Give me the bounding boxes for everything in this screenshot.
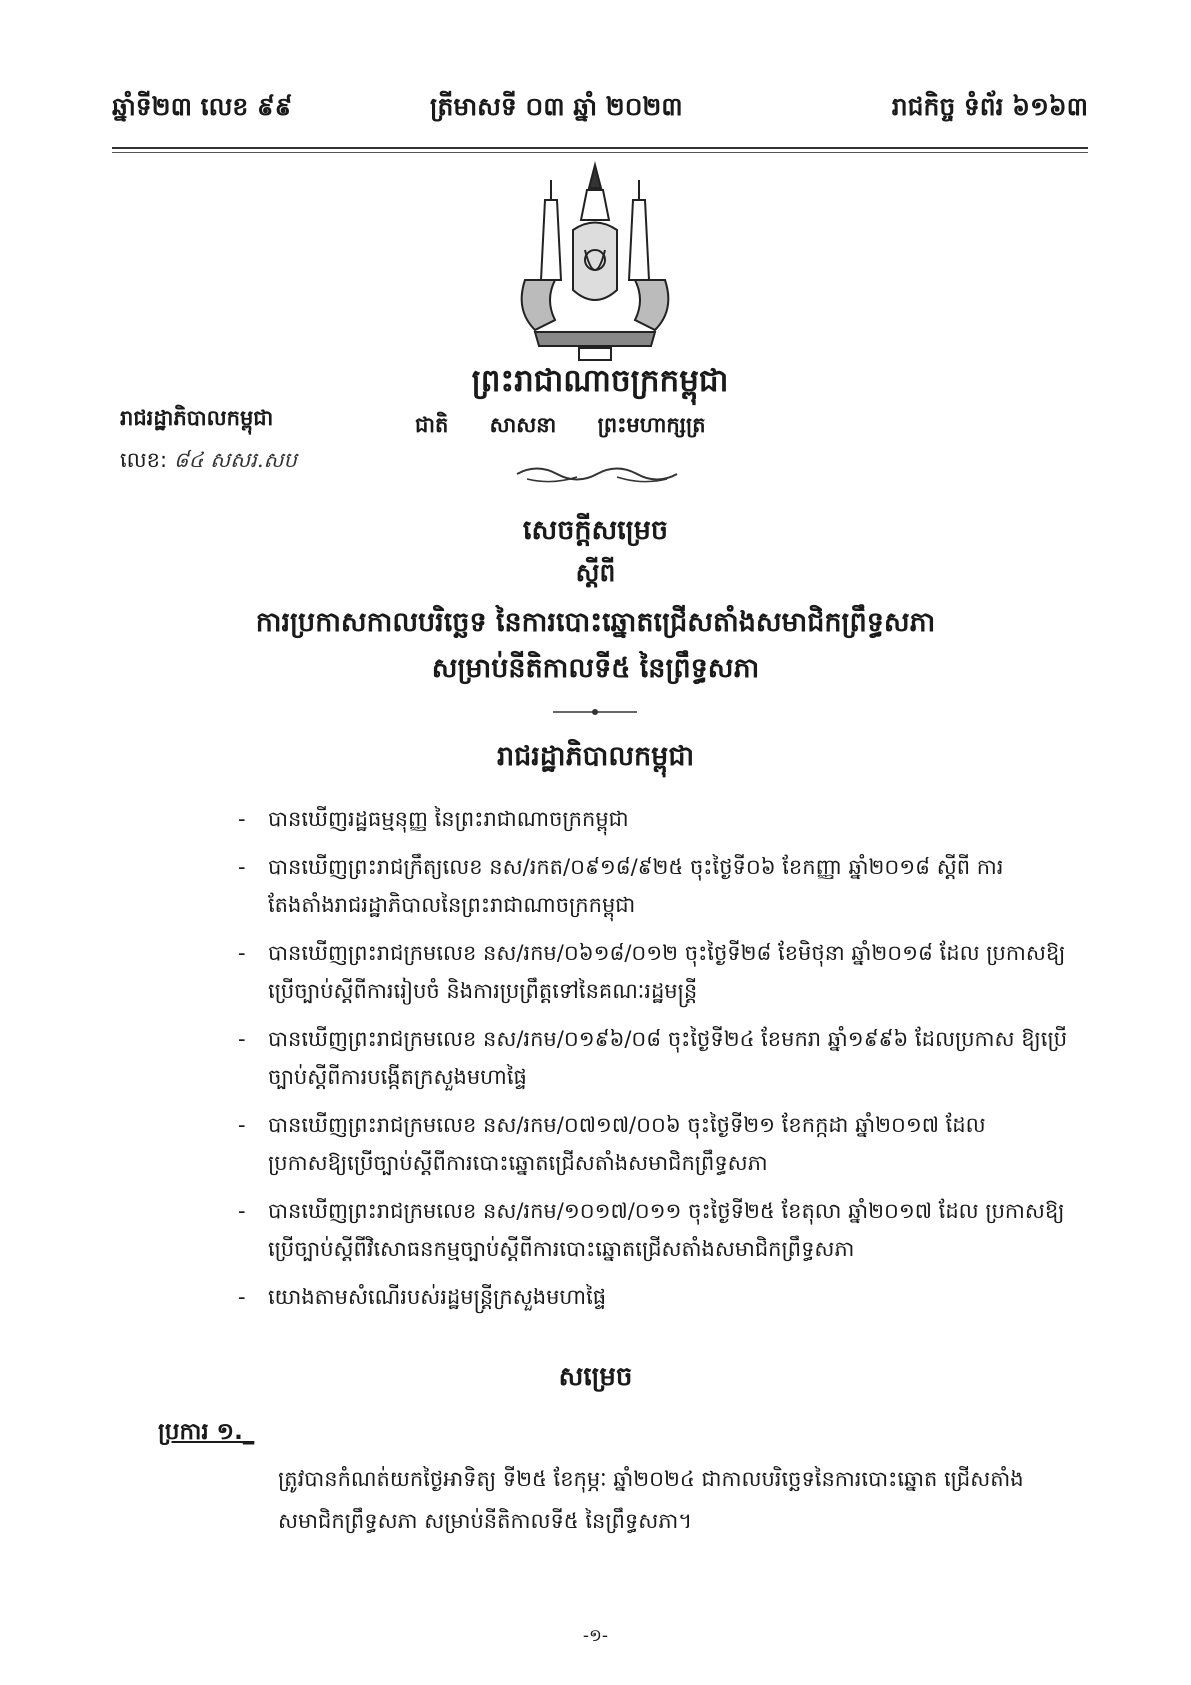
kingdom-name: ព្រះរាជាណាចក្រកម្ពុជា [471,363,729,399]
gazette-header [112,92,1088,144]
list-item: - បានឃើញព្រះរាជក្រមលេខ នស/រកម/០១៩៦/០៨ ចុះថ្ងៃទី២៤ ខែមករា ឆ្នាំ១៩៩៦ ដែលប្រកាស ឱ្យប្រើច្បាប់ស្តីពីការបង្កើតក្រសួងមហាផ្ទៃ [238,1020,1070,1096]
list-item: - បានឃើញព្រះរាជក្រមលេខ នស/រកម/០៧១៧/០០៦ ចុះថ្ងៃទី២១ ខែកក្កដា ឆ្នាំ២០១៧ ដែល ប្រកាសឱ្យប្រើច្បាប់ស្តីពីការបោះឆ្នោតជ្រើសតាំងសមាជិកព្រឹទ្ធសភា [238,1106,1070,1182]
legal-references-list [238,800,1070,1326]
ornament-flourish-icon [512,463,682,485]
reference-value: ៨៤ សសរ.សប [173,448,297,472]
decision-subtitle: ស្តីពី [575,558,616,587]
decision-heading: សម្រេច [558,1362,633,1392]
motto-nation: ជាតិ [415,413,449,437]
royal-arms-emblem-icon [505,160,685,365]
decision-subject-line2: សម្រាប់នីតិកាលទី៥ នៃព្រឹទ្ធសភា [431,653,760,684]
list-item: - បានឃើញព្រះរាជក្រមលេខ នស/រកម/១០១៧/០១១ ចុះថ្ងៃទី២៥ ខែតុលា ឆ្នាំ២០១៧ ដែល ប្រកាសឱ្យប្រើច្បាប់ស្តីពីវិសោធនកម្មច្បាប់ស្តីពីការបោះឆ្នោតជ្រើសតាំងសមាជិកព្រឹទ្ធសភា [238,1192,1070,1268]
motto-king: ព្រះមហាក្សត្រ [597,413,706,437]
list-item: - បានឃើញព្រះរាជក្រឹត្យលេខ នស/រកត/០៩១៨/៩២៥ ចុះថ្ងៃទី០៦ ខែកញ្ញា ឆ្នាំ២០១៨ ស្តីពី ការតែងតាំងរាជរដ្ឋាភិបាលនៃព្រះរាជាណាចក្រកម្ពុជា [238,848,1070,924]
header-rule-thin [112,152,1088,153]
national-motto [415,412,785,443]
reference-label: លេខ: [120,448,168,472]
decision-subject-line1: ការប្រកាសកាលបរិច្ឆេទ នៃការបោះឆ្នោតជ្រើសតាំងសមាជិកព្រឹទ្ធសភា [255,607,936,638]
gazette-page: រាជកិច្ច ទំព័រ ៦១៦៣ [891,92,1088,121]
article-1-text: ត្រូវបានកំណត់យកថ្ងៃអាទិត្យ ទី២៥ ខែកុម្ភៈ ឆ្នាំ២០២៤ ជាកាលបរិច្ឆេទនៃការបោះឆ្នោត ជ្រើសតាំងសមាជិកព្រឹទ្ធសភា សម្រាប់នីតិកាលទី៥ នៃព្រឹទ្ធសភា។ [278,1467,1024,1533]
motto-religion: សាសនា [489,413,557,437]
issuer-heading: រាជរដ្ឋាភិបាលកម្ពុជា [496,741,695,772]
gazette-quarter: ត្រីមាសទី ០៣ ឆ្នាំ ២០២៣ [430,92,683,121]
header-rule [112,147,1088,149]
list-item: - បានឃើញព្រះរាជក្រមលេខ នស/រកម/០៦១៨/០១២ ចុះថ្ងៃទី២៨ ខែមិថុនា ឆ្នាំ២០១៨ ដែល ប្រកាសឱ្យប្រើច្បាប់ស្តីពីការរៀបចំ និងការប្រព្រឹត្តទៅនៃគណៈរដ្ឋមន្ត្រី [238,934,1070,1010]
reference-number [120,447,297,478]
list-item: - យោងតាមសំណើរបស់រដ្ឋមន្ត្រីក្រសួងមហាផ្ទៃ [238,1278,1070,1316]
article-1-label: ប្រការ ១._ [158,1419,255,1445]
list-item: - បានឃើញរដ្ឋធម្មនុញ្ញ នៃព្រះរាជាណាចក្រកម្ពុជា [238,800,1070,838]
page-number: -១- [582,1626,609,1646]
issuing-government: រាជរដ្ឋាភិបាលកម្ពុជា [120,406,274,430]
decision-title: សេចក្តីសម្រេច [522,515,669,546]
divider-ornament-icon [553,706,637,718]
gazette-issue: ឆ្នាំទី២៣ លេខ ៩៩ [112,92,293,121]
